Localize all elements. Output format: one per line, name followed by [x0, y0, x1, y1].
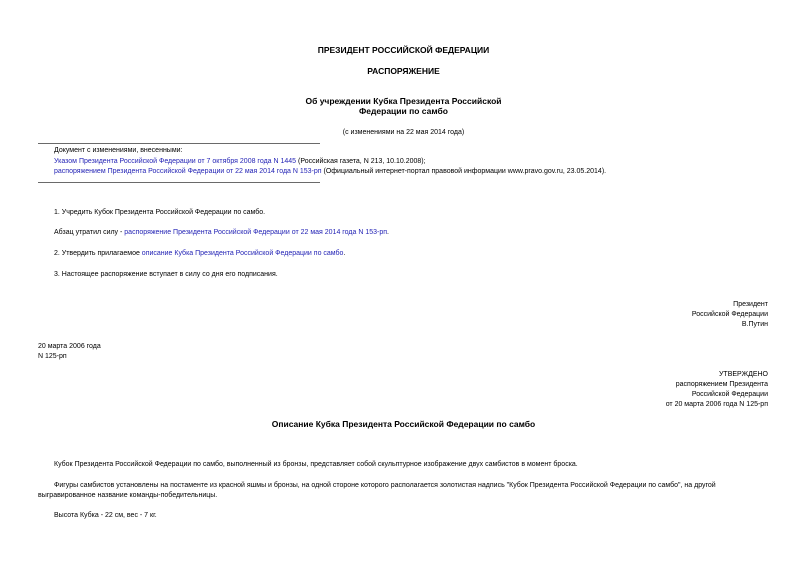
paragraph-2-suffix: . — [343, 250, 346, 257]
changes-top-rule — [38, 143, 320, 144]
description-paragraph-3: Высота Кубка - 22 см, вес - 7 кг. — [54, 512, 157, 519]
document-number: N 125-рп — [38, 353, 67, 360]
paragraph-2 — [54, 249, 345, 258]
changes-item-1 — [54, 157, 426, 166]
paragraph-2-prefix: 2. Утвердить прилагаемое — [54, 250, 142, 257]
paragraph-1: 1. Учредить Кубок Президента Российской Федерации по самбо. — [54, 209, 266, 216]
president-heading: ПРЕЗИДЕНТ РОССИЙСКОЙ ФЕДЕРАЦИИ — [317, 45, 490, 55]
document-type-heading: РАСПОРЯЖЕНИЕ — [367, 66, 440, 76]
description-paragraph-1: Кубок Президента Российской Федерации по самбо, выполненный из бронзы, представляет собой скульптурное изображение двух самбистов в момент броска. — [54, 461, 578, 468]
approved-line1: УТВЕРЖДЕНО — [718, 371, 768, 378]
changes-item-1-link[interactable]: Указом Президента Российской Федерации от 7 октября 2008 года N 1445 — [54, 158, 297, 165]
approved-line4: от 20 марта 2006 года N 125-рп — [665, 401, 768, 408]
signature-title-line2: Российской Федерации — [691, 311, 768, 318]
approved-line2: распоряжением Президента — [675, 381, 768, 388]
document-title-line2: Федерации по самбо — [359, 106, 448, 116]
description-paragraph-2-line2: выгравированное название команды-победительницы. — [38, 492, 218, 499]
signature-title-line1: Президент — [733, 301, 768, 308]
amendment-note: (с изменениями на 22 мая 2014 года) — [342, 129, 465, 136]
document-title-line1: Об учреждении Кубка Президента Российской — [305, 96, 502, 106]
paragraph-1-abzac — [54, 228, 389, 237]
changes-intro: Документ с изменениями, внесенными: — [54, 147, 183, 154]
paragraph-2-link[interactable]: описание Кубка Президента Российской Федерации по самбо — [141, 250, 344, 257]
changes-item-2-source: (Официальный интернет-портал правовой информации www.pravo.gov.ru, 23.05.2014). — [321, 168, 607, 175]
paragraph-1-abzac-prefix: Абзац утратил силу - — [54, 229, 125, 236]
changes-item-1-source: (Российская газета, N 213, 10.10.2008); — [296, 158, 426, 165]
changes-item-2-link[interactable]: распоряжением Президента Российской Федерации от 22 мая 2014 года N 153-рп — [54, 168, 322, 175]
description-title: Описание Кубка Президента Российской Федерации по самбо — [271, 419, 536, 429]
paragraph-1-abzac-link[interactable]: распоряжение Президента Российской Федерации от 22 мая 2014 года N 153-рп — [124, 229, 388, 236]
signature-name: В.Путин — [741, 321, 768, 328]
approved-line3: Российской Федерации — [691, 391, 768, 398]
paragraph-3: 3. Настоящее распоряжение вступает в силу со дня его подписания. — [54, 271, 278, 278]
description-paragraph-2-line1: Фигуры самбистов установлены на постаменте из красной яшмы и бронзы, на одной стороне которого располагается золотистая надпись "Кубок Президента Российской Федерации по самбо", на другой — [54, 482, 716, 489]
changes-item-2 — [54, 167, 606, 176]
changes-bottom-rule — [38, 182, 320, 183]
paragraph-1-abzac-suffix: . — [387, 229, 389, 236]
document-date: 20 марта 2006 года — [38, 343, 101, 350]
